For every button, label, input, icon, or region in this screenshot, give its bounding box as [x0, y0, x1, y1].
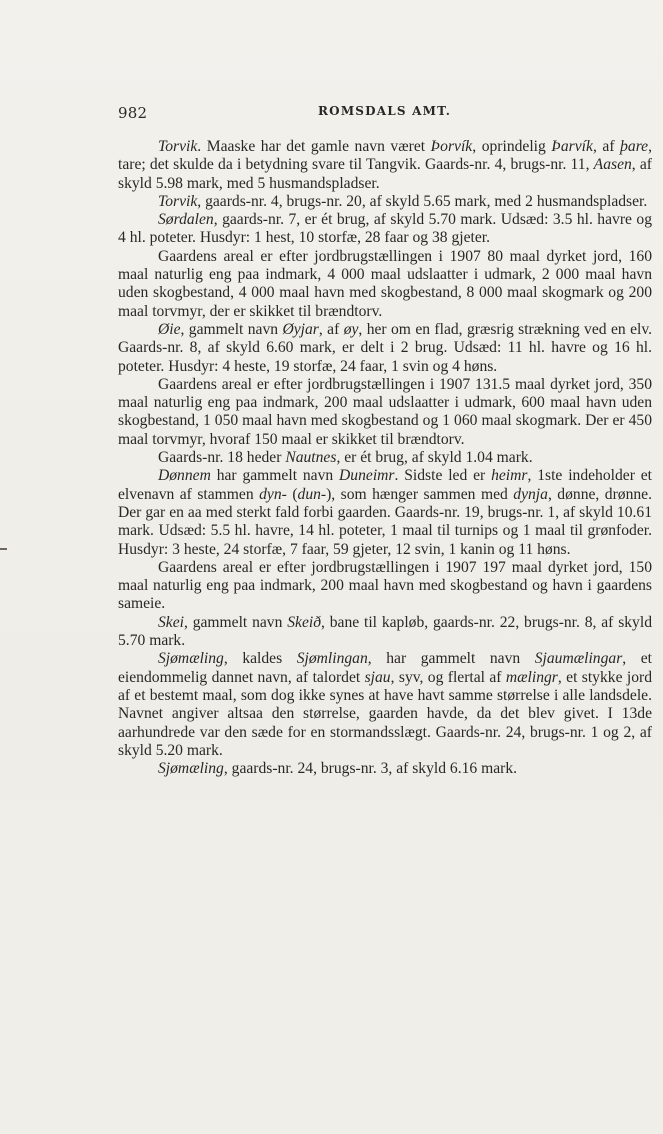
- italic-term: þare: [620, 138, 649, 155]
- italic-term: dynja: [513, 485, 548, 503]
- italic-term: Sjømæling: [158, 760, 224, 778]
- italic-term: Sjømlingan: [296, 650, 368, 668]
- italic-term: Skei: [158, 613, 184, 631]
- text-run: , gaards-nr. 24, brugs-nr. 3, af skyld 6.16 mark.: [223, 760, 518, 778]
- text-run: , gaards-nr. 4, brugs-nr. 20, af skyld 5.65 mark, med 2 husmandspladser.: [197, 192, 648, 210]
- paragraph: [118, 248, 652, 321]
- italic-term: Dønnem: [158, 467, 211, 485]
- italic-term: Duneimr: [339, 467, 395, 485]
- text-run: (: [286, 485, 298, 503]
- paragraph: [118, 760, 652, 778]
- italic-term: Torvik: [158, 192, 198, 210]
- text-run: , 1ste indeholder et elvenavn af stammen: [118, 467, 652, 503]
- italic-term: Torvik: [158, 138, 198, 155]
- text-run: har gammelt navn: [210, 467, 340, 485]
- text-run: , et eiendommelig dannet navn, af talordet: [118, 650, 652, 686]
- text-run: . Sidste led er: [394, 467, 492, 485]
- text-run: , oprindelig: [472, 138, 552, 155]
- paragraph: [118, 614, 652, 651]
- italic-term: Þorvík: [430, 138, 473, 155]
- text-run: Gaardens areal er efter jordbrugstællingen i 1907 131.5 maal dyrket jord, 350 maal naturlig eng paa indmark, 200 maal udslaatter i udmark, 600 maal havn uden skogbestand, 1 050 maal havn med skogbestand og 1 060 maal skogmark. Der er 450 maal torvmyr, hvoraf 150 maal er skikket til brændtorv.: [118, 375, 652, 448]
- italic-term: Øyjar: [282, 320, 319, 338]
- text-run: Gaards-nr. 18 heder: [158, 449, 286, 467]
- italic-term: dun-: [297, 485, 327, 503]
- text-run: , af skyld 5.98 mark, med 5 husmandspladser.: [118, 156, 652, 192]
- paragraph: [118, 211, 652, 248]
- italic-term: Sørdalen: [158, 211, 214, 229]
- italic-term: Sjømæling: [158, 650, 224, 668]
- text-run: , syv, og flertal af: [390, 668, 506, 686]
- text-run: , af: [318, 320, 344, 338]
- paragraph: [118, 321, 652, 376]
- text-run: , gammelt navn: [180, 320, 283, 338]
- text-run: , gammelt navn: [183, 613, 288, 631]
- text-run: , kaldes: [223, 650, 297, 668]
- text-run: Gaardens areal er efter jordbrugstællingen i 1907 197 maal dyrket jord, 150 maal naturlig eng paa indmark, 200 maal havn med skogbestand og havn i gaardens sameie.: [118, 558, 652, 613]
- paragraph: [118, 559, 652, 614]
- text-run: . Maaske har det gamle navn været: [197, 138, 431, 155]
- paragraph: [118, 467, 652, 558]
- paragraph: [118, 449, 652, 467]
- text-run: ), som hænger sammen med: [326, 485, 514, 503]
- text-run: , har gammelt navn: [367, 650, 535, 668]
- italic-term: Skeið: [287, 613, 322, 631]
- italic-term: Nautnes: [285, 449, 337, 467]
- page-number: 982: [118, 104, 148, 122]
- italic-term: Øie: [158, 320, 181, 338]
- text-run: , af: [592, 138, 621, 155]
- running-head: ROMSDALS AMT.: [318, 104, 452, 118]
- italic-term: mælingr: [505, 668, 558, 686]
- italic-term: dyn-: [259, 485, 287, 503]
- text-run: , et stykke jord af et bestemt maal, som dog ikke synes at have havt samme størrelse i alle landsdele. Navnet angiver altsaa den størrelse, gaarden havde, da det blev givet. I 13de aarhundrede var den sæde for en stormandsslægt. Gaards-nr. 24, brugs-nr. 1 og 2, af skyld 5.20 mark.: [118, 668, 652, 759]
- italic-term: sjau: [364, 668, 391, 686]
- text-run: , her om en flad, græsrig strækning ved en elv. Gaards-nr. 8, af skyld 6.60 mark, er delt i 2 brug. Udsæd: 11 hl. havre og 16 hl. poteter. Husdyr: 4 heste, 19 storfæ, 24 faar, 1 svin og 4 høns.: [118, 320, 653, 375]
- italic-term: Aasen: [593, 156, 632, 174]
- italic-term: øy: [343, 320, 359, 338]
- paragraph: [118, 138, 652, 193]
- paragraph: [118, 376, 652, 449]
- paragraph: [118, 650, 652, 760]
- text-run: , dønne, drønne. Der gar en aa med sterkt fald forbi gaarden. Gaards-nr. 19, brugs-nr. 1, af skyld 10.61 mark. Udsæd: 5.5 hl. havre, 14 hl. poteter, 1 maal til turnips og 1 maal til grønfoder. Husdyr: 3 heste, 24 storfæ, 7 faar, 59 gjeter, 12 svin, 1 kanin og 11 høns.: [118, 485, 652, 558]
- text-run: , er ét brug, af skyld 1.04 mark.: [336, 449, 533, 467]
- paragraph: [118, 193, 652, 211]
- text-run: , tare; det skulde da i betydning svare til Tangvik. Gaards-nr. 4, brugs-nr. 11,: [118, 138, 653, 174]
- italic-term: Sjaumælingar: [534, 650, 623, 668]
- margin-mark: [0, 548, 7, 550]
- text-run: Gaardens areal er efter jordbrugstællingen i 1907 80 maal dyrket jord, 160 maal naturlig eng paa indmark, 4 000 maal udslaatter i udmark, 2 000 maal havn uden skogbestand, 4 000 maal havn med skogbestand, 8 000 maal skogmark og 200 maal torvmyr, der er skikket til brændtorv.: [118, 247, 652, 320]
- italic-term: Þarvík: [551, 138, 593, 155]
- text-run: , bane til kapløb, gaards-nr. 22, brugs-nr. 8, af skyld 5.70 mark.: [118, 613, 652, 650]
- body-text: [118, 138, 652, 778]
- italic-term: heimr: [491, 467, 528, 485]
- text-run: , gaards-nr. 7, er ét brug, af skyld 5.70 mark. Udsæd: 3.5 hl. havre og 4 hl. poteter. Husdyr: 1 hest, 10 storfæ, 28 faar og 38 gjeter.: [118, 211, 652, 247]
